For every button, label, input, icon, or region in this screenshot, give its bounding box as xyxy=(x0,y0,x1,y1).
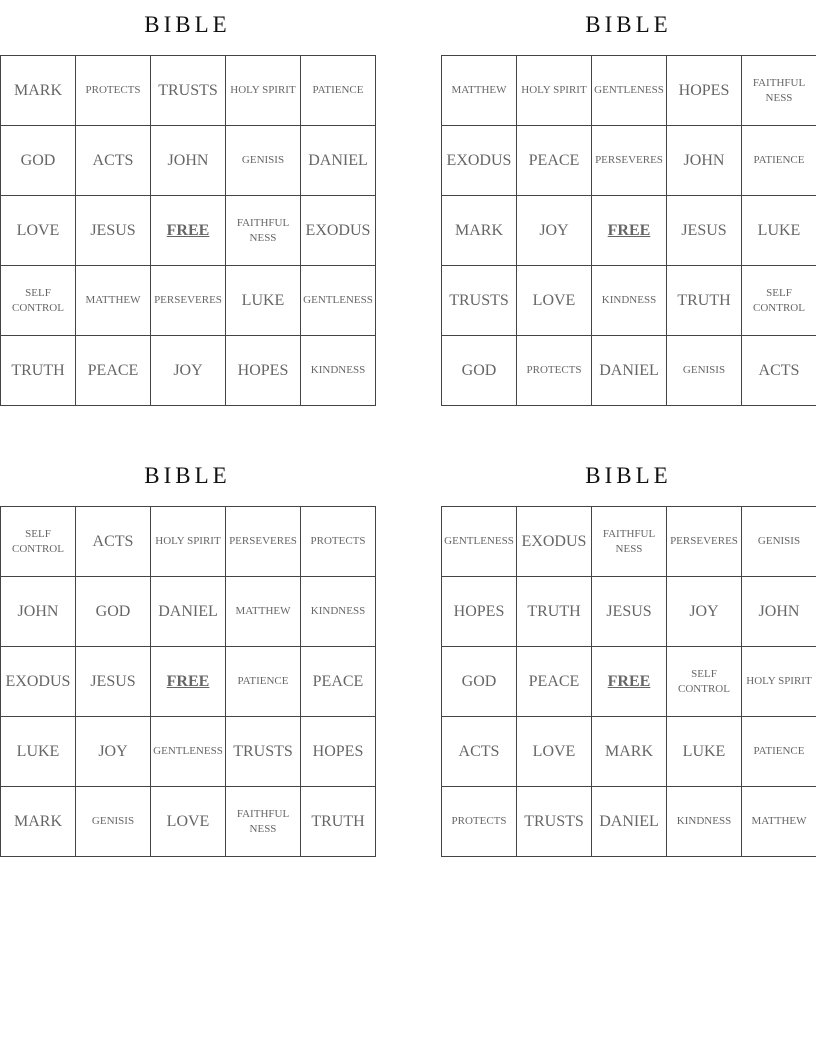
bingo-cell: JESUS xyxy=(667,196,742,266)
bingo-cell: PERSEVERES xyxy=(592,126,667,196)
bingo-cell: FAITHFUL NESS xyxy=(226,196,301,266)
bingo-cell: EXODUS xyxy=(301,196,376,266)
free-space-cell: FREE xyxy=(151,196,226,266)
free-space-cell: FREE xyxy=(151,647,226,717)
bingo-cell: GENISIS xyxy=(76,787,151,857)
bingo-cell: PATIENCE xyxy=(226,647,301,717)
bingo-cell: HOLY SPIRIT xyxy=(517,56,592,126)
bingo-cell: GENISIS xyxy=(226,126,301,196)
bingo-cell: MATTHEW xyxy=(226,577,301,647)
bingo-cell: GENISIS xyxy=(742,507,816,577)
bingo-cell: ACTS xyxy=(76,507,151,577)
bingo-cell: LOVE xyxy=(151,787,226,857)
bingo-cell: LUKE xyxy=(226,266,301,336)
bingo-cell: HOLY SPIRIT xyxy=(151,507,226,577)
bingo-cell: GENISIS xyxy=(667,336,742,406)
bingo-cell: GENTLENESS xyxy=(151,717,226,787)
bingo-cell: GENTLENESS xyxy=(442,507,517,577)
bingo-cell: TRUSTS xyxy=(517,787,592,857)
bingo-cell: PATIENCE xyxy=(742,717,816,787)
bingo-cell: HOPES xyxy=(667,56,742,126)
bingo-cell: MARK xyxy=(442,196,517,266)
bingo-cell: SELF CONTROL xyxy=(1,507,76,577)
bingo-cell: LOVE xyxy=(517,266,592,336)
bingo-cell: LUKE xyxy=(742,196,816,266)
bingo-cell: KINDNESS xyxy=(592,266,667,336)
bingo-cell: PEACE xyxy=(517,126,592,196)
bingo-cell: JOY xyxy=(517,196,592,266)
bingo-cell: HOLY SPIRIT xyxy=(226,56,301,126)
bingo-cell: MARK xyxy=(592,717,667,787)
bingo-grid xyxy=(0,506,376,857)
bingo-cell: GOD xyxy=(76,577,151,647)
bingo-cell: MARK xyxy=(1,56,76,126)
bingo-cell: KINDNESS xyxy=(667,787,742,857)
bingo-cell: PERSEVERES xyxy=(226,507,301,577)
bingo-cell: JOHN xyxy=(667,126,742,196)
bingo-cell: GOD xyxy=(442,647,517,717)
bingo-cell: FAITHFUL NESS xyxy=(226,787,301,857)
bingo-cell: KINDNESS xyxy=(301,577,376,647)
bingo-cell: PERSEVERES xyxy=(667,507,742,577)
bingo-cell: PROTECTS xyxy=(76,56,151,126)
bingo-cell: JOHN xyxy=(151,126,226,196)
bingo-cell: JOHN xyxy=(1,577,76,647)
free-space-cell: FREE xyxy=(592,647,667,717)
bingo-cell: DANIEL xyxy=(592,787,667,857)
bingo-cell: EXODUS xyxy=(442,126,517,196)
bingo-cell: LOVE xyxy=(1,196,76,266)
bingo-cell: GOD xyxy=(442,336,517,406)
bingo-cell: FAITHFUL NESS xyxy=(742,56,816,126)
bingo-cell: DANIEL xyxy=(151,577,226,647)
bingo-cell: PATIENCE xyxy=(301,56,376,126)
bingo-cell: GENTLENESS xyxy=(301,266,376,336)
bingo-cell: LUKE xyxy=(1,717,76,787)
bingo-cell: TRUTH xyxy=(667,266,742,336)
bingo-cell: LUKE xyxy=(667,717,742,787)
bingo-cell: JESUS xyxy=(592,577,667,647)
bingo-cell: TRUTH xyxy=(1,336,76,406)
free-space-cell: FREE xyxy=(592,196,667,266)
bingo-grid xyxy=(441,55,816,406)
bingo-cell: JOY xyxy=(151,336,226,406)
bingo-cell: PROTECTS xyxy=(442,787,517,857)
bingo-cell: ACTS xyxy=(742,336,816,406)
bingo-cell: TRUTH xyxy=(301,787,376,857)
bingo-cell: PEACE xyxy=(301,647,376,717)
bingo-cell: DANIEL xyxy=(592,336,667,406)
bingo-cell: JOY xyxy=(667,577,742,647)
bingo-cell: ACTS xyxy=(76,126,151,196)
bingo-cell: PATIENCE xyxy=(742,126,816,196)
card-title: BIBLE xyxy=(144,12,231,37)
bingo-cell: EXODUS xyxy=(517,507,592,577)
bingo-cell: TRUTH xyxy=(517,577,592,647)
bingo-cell: PROTECTS xyxy=(301,507,376,577)
bingo-cell: JESUS xyxy=(76,196,151,266)
bingo-cell: MATTHEW xyxy=(742,787,816,857)
card-title: BIBLE xyxy=(144,463,231,488)
bingo-cell: PEACE xyxy=(517,647,592,717)
bingo-cell: MARK xyxy=(1,787,76,857)
card-title: BIBLE xyxy=(585,463,672,488)
bingo-cell: GOD xyxy=(1,126,76,196)
bingo-cell: HOPES xyxy=(226,336,301,406)
bingo-cell: LOVE xyxy=(517,717,592,787)
bingo-cell: MATTHEW xyxy=(442,56,517,126)
bingo-cell: EXODUS xyxy=(1,647,76,717)
bingo-cell: PROTECTS xyxy=(517,336,592,406)
bingo-grid xyxy=(441,506,816,857)
bingo-cell: JOHN xyxy=(742,577,816,647)
bingo-cell: DANIEL xyxy=(301,126,376,196)
bingo-cell: SELF CONTROL xyxy=(667,647,742,717)
bingo-cell: PERSEVERES xyxy=(151,266,226,336)
bingo-cell: MATTHEW xyxy=(76,266,151,336)
bingo-cell: HOPES xyxy=(442,577,517,647)
bingo-cell: TRUSTS xyxy=(226,717,301,787)
bingo-cell: ACTS xyxy=(442,717,517,787)
bingo-cell: GENTLENESS xyxy=(592,56,667,126)
bingo-cell: PEACE xyxy=(76,336,151,406)
bingo-cell: SELF CONTROL xyxy=(1,266,76,336)
bingo-cell: SELF CONTROL xyxy=(742,266,816,336)
card-title: BIBLE xyxy=(585,12,672,37)
bingo-cell: JESUS xyxy=(76,647,151,717)
bingo-grid xyxy=(0,55,376,406)
bingo-cell: KINDNESS xyxy=(301,336,376,406)
bingo-cell: TRUSTS xyxy=(151,56,226,126)
bingo-cell: TRUSTS xyxy=(442,266,517,336)
bingo-cell: HOPES xyxy=(301,717,376,787)
bingo-cell: JOY xyxy=(76,717,151,787)
bingo-cell: HOLY SPIRIT xyxy=(742,647,816,717)
bingo-cell: FAITHFUL NESS xyxy=(592,507,667,577)
